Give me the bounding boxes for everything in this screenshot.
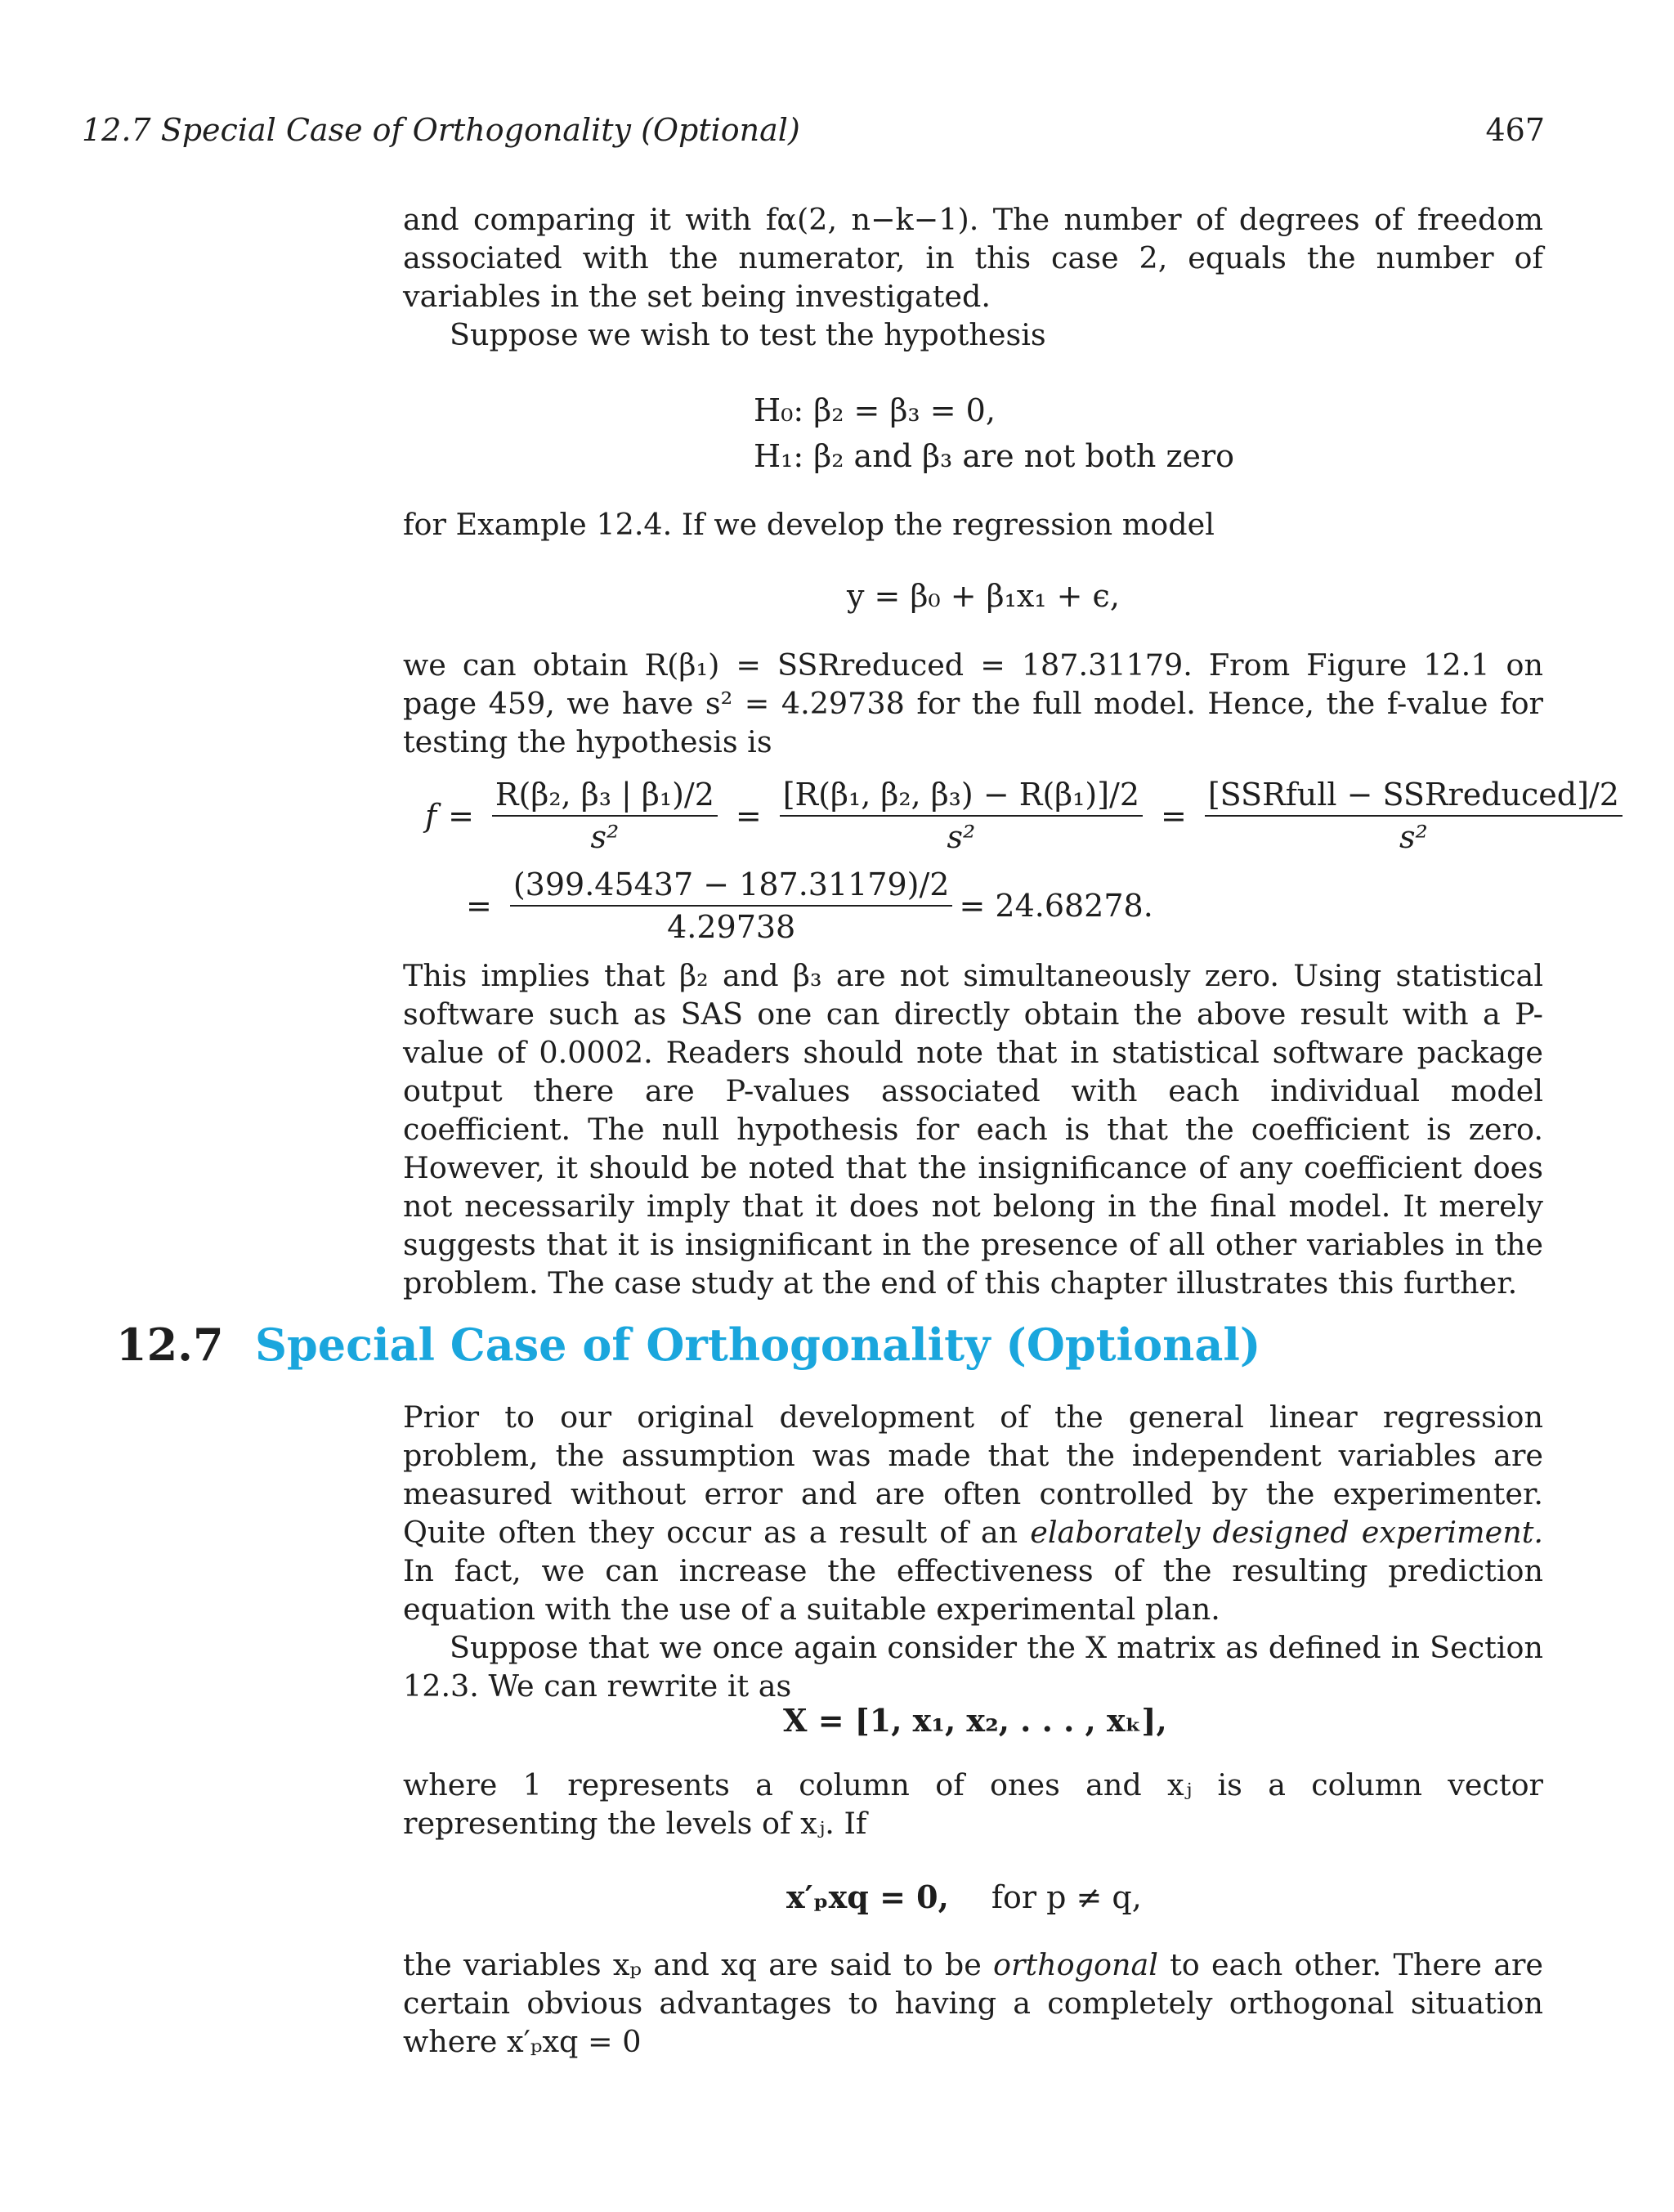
- f-symbol: f: [425, 798, 437, 834]
- paragraph-degrees-of-freedom: [403, 200, 1543, 354]
- paragraph-ssr-reduced: [403, 646, 1543, 761]
- x-matrix-equation: X = [1, x₁, x₂, . . . , xₖ],: [783, 1702, 1167, 1739]
- fraction-1: [492, 777, 718, 855]
- page-number: 467: [1485, 112, 1545, 148]
- paragraph-text: we can obtain R(β₁) = SSRreduced = 187.31179. From Figure 12.1 on page 459, we have s² = 4.29738 for the full model. Hence, the f-value for testing the hypothesis is: [403, 647, 1543, 759]
- section-title: Special Case of Orthogonality (Optional): [255, 1319, 1261, 1371]
- fraction-numeric: [510, 866, 953, 945]
- fraction-numerator: [SSRfull − SSRreduced]/2: [1205, 777, 1623, 817]
- orthogonality-equation: x′ₚxq = 0,: [786, 1878, 949, 1915]
- emphasis-text: orthogonal: [993, 1947, 1158, 1982]
- paragraph-text: the variables xₚ and xq are said to be orthogonal to each other. There are certain obvious advantages to having a completely orthogonal situation where x′ₚxq = 0: [403, 1947, 1543, 2059]
- orthogonality-condition: [786, 1877, 1142, 1918]
- alternative-hypothesis: H₁: β₂ and β₃ are not both zero: [754, 438, 1235, 474]
- paragraph-orthogonal-definition: [403, 1946, 1543, 2061]
- paragraph-text: Suppose that we once again consider the X matrix as defined in Section 12.3. We can rewrite it as: [403, 1630, 1543, 1704]
- paragraph-text: and comparing it with fα(2, n−k−1). The number of degrees of freedom associated with the numerator, in this case 2, equals the number of variables in the set being investigated.: [403, 202, 1543, 314]
- emphasis-text: elaborately designed experiment.: [1030, 1515, 1543, 1550]
- paragraph-text: This implies that β₂ and β₃ are not simultaneously zero. Using statistical software such as SAS one can directly obtain the above result with a P-value of 0.0002. Readers should note that in statistical software package output there are P-values associated with each individual model coefficient. The null hypothesis for each is that the coefficient is zero. However, it should be noted that the insignificance of any coefficient does not necessarily imply that it does not belong in the final model. It merely suggests that it is insignificant in the presence of all other variables in the problem. The case study at the end of this chapter illustrates this further.: [403, 958, 1543, 1301]
- orthogonality-qualifier: for p ≠ q,: [991, 1879, 1142, 1915]
- fraction-numerator: (399.45437 − 187.31179)/2: [510, 866, 953, 907]
- f-value-equation-line2: [454, 866, 1153, 945]
- fraction-numerator: R(β₂, β₃ | β₁)/2: [492, 777, 718, 817]
- null-hypothesis: H₀: β₂ = β₃ = 0,: [754, 392, 996, 428]
- equals-sign: =: [466, 888, 492, 924]
- equals-sign: =: [735, 798, 762, 834]
- paragraph-interpretation: [403, 956, 1543, 1302]
- paragraph-text: where 1 represents a column of ones and xⱼ is a column vector representing the levels of xⱼ. If: [403, 1767, 1543, 1841]
- fraction-denominator: s²: [590, 819, 620, 855]
- paragraph-orthogonality-intro: [403, 1398, 1543, 1705]
- fraction-2: [780, 777, 1143, 855]
- paragraph-text: for Example 12.4. If we develop the regression model: [403, 507, 1215, 542]
- f-value-result: = 24.68278.: [959, 888, 1153, 924]
- running-head: [82, 110, 1545, 150]
- fraction-3: [1205, 777, 1623, 855]
- fraction-numerator: [R(β₁, β₂, β₃) − R(β₁)]/2: [780, 777, 1143, 817]
- section-number: 12.7: [116, 1319, 224, 1371]
- paragraph-text: Prior to our original development of the general linear regression problem, the assumption was made that the independent variables are measured without error and are often controlled by the experimenter. Quite often they occur as a result of an elaborately designed experiment. In fact, we can increase the effectiveness of the resulting prediction equation with the use of a suitable experimental plan.: [403, 1399, 1543, 1627]
- paragraph-text: Suppose we wish to test the hypothesis: [450, 317, 1046, 352]
- fraction-denominator: s²: [1399, 819, 1428, 855]
- equals-sign: =: [448, 798, 474, 834]
- f-value-equation-line1: [425, 777, 1629, 855]
- fraction-denominator: 4.29738: [667, 909, 796, 945]
- paragraph-column-vectors: [403, 1766, 1543, 1843]
- regression-model-equation: y = β₀ + β₁x₁ + ϵ,: [847, 578, 1120, 614]
- paragraph-example-ref: [403, 505, 1543, 544]
- running-head-title: 12.7 Special Case of Orthogonality (Optional): [82, 112, 800, 148]
- equals-sign: =: [1161, 798, 1187, 834]
- section-heading: [116, 1316, 1260, 1373]
- fraction-denominator: s²: [947, 819, 976, 855]
